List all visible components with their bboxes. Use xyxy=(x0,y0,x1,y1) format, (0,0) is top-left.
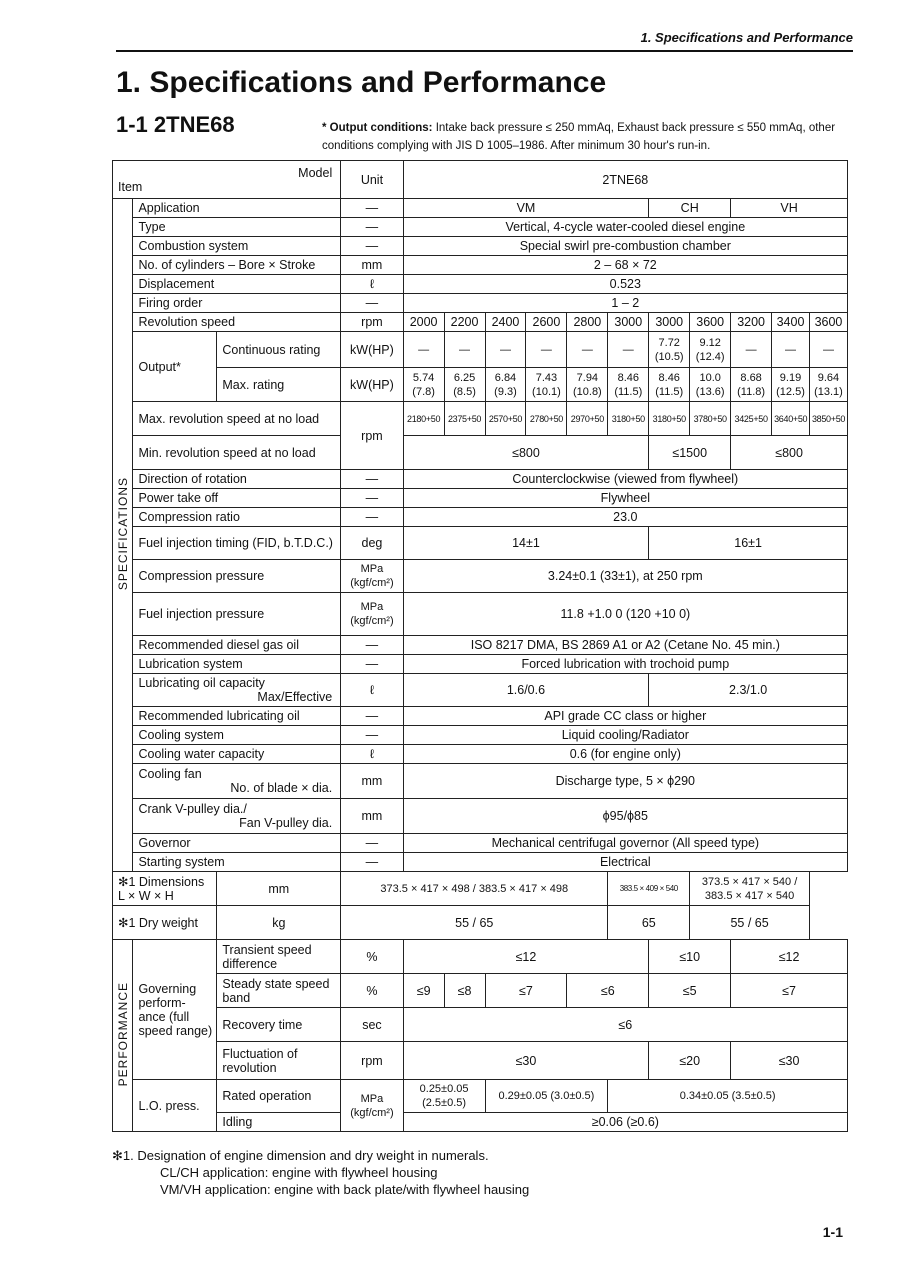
weight-vh: 55 / 65 xyxy=(690,906,810,940)
dimensions-ch: 383.5 × 409 × 540 xyxy=(608,872,690,906)
table-row xyxy=(113,332,848,368)
row-label: Combustion system xyxy=(133,237,341,256)
revolution-cell: 2400 xyxy=(485,313,526,332)
row-value: Special swirl pre-combustion chamber xyxy=(403,237,847,256)
lo-press-idling: ≥0.06 (≥0.6) xyxy=(403,1113,847,1132)
row-label: Transient speed difference xyxy=(217,940,341,974)
header-rule xyxy=(116,50,853,52)
row-label: Recovery time xyxy=(217,1008,341,1042)
row-label xyxy=(133,799,341,834)
row-unit: kW(HP) xyxy=(341,368,403,402)
min-rev-vm: ≤800 xyxy=(403,436,649,470)
max-rating-cell: 9.19 (12.5) xyxy=(772,368,810,402)
max-rating-cell: 9.64 (13.1) xyxy=(809,368,847,402)
table-row xyxy=(113,368,848,402)
max-rev-cell: 3180+50 xyxy=(649,402,690,436)
max-rating-cell: 8.46 (11.5) xyxy=(649,368,690,402)
row-label: Application xyxy=(133,199,341,218)
row-unit: — xyxy=(341,853,403,872)
row-value: 0.523 xyxy=(403,275,847,294)
table-row xyxy=(113,834,848,853)
max-rating-cell: 6.25 (8.5) xyxy=(444,368,485,402)
footnote: CL/CH application: engine with flywheel housing xyxy=(160,1165,438,1180)
revolution-cell: 2600 xyxy=(526,313,567,332)
table-row xyxy=(113,489,848,508)
row-label: Governor xyxy=(133,834,341,853)
lo-press-rated-3: 0.34±0.05 (3.5±0.5) xyxy=(608,1080,848,1113)
table-row xyxy=(113,1008,848,1042)
table-row xyxy=(113,674,848,707)
revolution-cell: 3600 xyxy=(809,313,847,332)
steady-cell: ≤7 xyxy=(485,974,567,1008)
table-row xyxy=(113,1042,848,1080)
row-unit: — xyxy=(341,489,403,508)
revolution-cell: 3600 xyxy=(690,313,731,332)
continuous-cell: — xyxy=(526,332,567,368)
output-label: Output* xyxy=(133,332,217,402)
continuous-cell: — xyxy=(444,332,485,368)
row-unit: deg xyxy=(341,527,403,560)
row-label: Lubrication system xyxy=(133,655,341,674)
table-row xyxy=(113,1113,848,1132)
table-row xyxy=(113,199,848,218)
row-label: Power take off xyxy=(133,489,341,508)
steady-cell: ≤6 xyxy=(567,974,649,1008)
lube-capacity-vm: 1.6/0.6 xyxy=(403,674,649,707)
table-row xyxy=(113,527,848,560)
max-rev-cell: 3425+50 xyxy=(731,402,772,436)
min-rev-vh: ≤800 xyxy=(731,436,848,470)
row-unit: rpm xyxy=(341,1042,403,1080)
engine-model-header: 2TNE68 xyxy=(403,161,847,199)
specifications-group-label: SPECIFICATIONS xyxy=(113,199,133,872)
max-rating-cell: 8.46 (11.5) xyxy=(608,368,649,402)
table-row xyxy=(113,853,848,872)
fluctuation-vm: ≤30 xyxy=(403,1042,649,1080)
footnotes xyxy=(112,1147,529,1198)
table-row xyxy=(113,470,848,489)
output-conditions xyxy=(322,119,852,155)
row-label: Compression pressure xyxy=(133,560,341,593)
fluctuation-vh: ≤30 xyxy=(731,1042,848,1080)
continuous-cell: — xyxy=(403,332,444,368)
row-label: Steady state speed band xyxy=(217,974,341,1008)
table-row xyxy=(113,940,848,974)
row-unit: kW(HP) xyxy=(341,332,403,368)
transient-ch: ≤10 xyxy=(649,940,731,974)
page-title: 1. Specifications and Performance xyxy=(116,66,607,99)
table-row xyxy=(113,726,848,745)
row-label: Type xyxy=(133,218,341,237)
row-label: Direction of rotation xyxy=(133,470,341,489)
row-unit: MPa (kgf/cm²) xyxy=(341,593,403,636)
row-value: Forced lubrication with trochoid pump xyxy=(403,655,847,674)
item-header xyxy=(113,161,341,199)
running-title: 1. Specifications and Performance xyxy=(640,30,853,45)
row-value: 3.24±0.1 (33±1), at 250 rpm xyxy=(403,560,847,593)
revolution-cell: 3000 xyxy=(608,313,649,332)
continuous-cell: — xyxy=(608,332,649,368)
application-ch: CH xyxy=(649,199,731,218)
max-rating-cell: 7.43 (10.1) xyxy=(526,368,567,402)
row-unit: ℓ xyxy=(341,674,403,707)
row-unit: MPa (kgf/cm²) xyxy=(341,1080,403,1132)
row-unit: mm xyxy=(217,872,341,906)
row-unit: mm xyxy=(341,256,403,275)
row-unit: ℓ xyxy=(341,745,403,764)
revolution-cell: 3400 xyxy=(772,313,810,332)
continuous-cell: 7.72 (10.5) xyxy=(649,332,690,368)
unit-header xyxy=(341,161,403,199)
conditions-label: * Output conditions: xyxy=(322,122,433,134)
row-value: Mechanical centrifugal governor (All speed type) xyxy=(403,834,847,853)
table-row xyxy=(113,655,848,674)
row-value: 2 – 68 × 72 xyxy=(403,256,847,275)
injection-timing-vm: 14±1 xyxy=(403,527,649,560)
row-label: Recommended diesel gas oil xyxy=(133,636,341,655)
table-row xyxy=(113,636,848,655)
unit-label: Unit xyxy=(360,172,384,187)
transient-vm: ≤12 xyxy=(403,940,649,974)
row-label: Cooling system xyxy=(133,726,341,745)
continuous-cell: — xyxy=(809,332,847,368)
transient-vh: ≤12 xyxy=(731,940,848,974)
max-rating-cell: 7.94 (10.8) xyxy=(567,368,608,402)
max-rating-label: Max. rating xyxy=(217,368,341,402)
row-label: Fuel injection pressure xyxy=(133,593,341,636)
row-unit: — xyxy=(341,707,403,726)
row-unit: — xyxy=(341,508,403,527)
row-value: Flywheel xyxy=(403,489,847,508)
lube-capacity-label: Lubricating oil capacity xyxy=(138,676,265,690)
steady-cell: ≤9 xyxy=(403,974,444,1008)
fluctuation-ch: ≤20 xyxy=(649,1042,731,1080)
row-label: Recommended lubricating oil xyxy=(133,707,341,726)
steady-cell: ≤8 xyxy=(444,974,485,1008)
injection-timing-ch-vh: 16±1 xyxy=(649,527,848,560)
revolution-cell: 3200 xyxy=(731,313,772,332)
max-rev-cell: 3640+50 xyxy=(772,402,810,436)
row-value: API grade CC class or higher xyxy=(403,707,847,726)
lo-press-label: L.O. press. xyxy=(133,1080,217,1132)
row-unit: kg xyxy=(217,906,341,940)
row-label: No. of cylinders – Bore × Stroke xyxy=(133,256,341,275)
lo-press-rated-2: 0.29±0.05 (3.0±0.5) xyxy=(485,1080,608,1113)
footnote: VM/VH application: engine with back plate/with flywheel hausing xyxy=(160,1182,530,1197)
dimensions-vh: 373.5 × 417 × 540 / 383.5 × 417 × 540 xyxy=(690,872,810,906)
table-row xyxy=(113,872,848,906)
table-row xyxy=(113,294,848,313)
pulley-sublabel: Fan V-pulley dia. xyxy=(239,816,333,830)
lube-capacity-sublabel: Max/Effective xyxy=(257,690,333,704)
row-label: Fuel injection timing (FID, b.T.D.C.) xyxy=(133,527,341,560)
revolution-cell: 2800 xyxy=(567,313,608,332)
row-value: Discharge type, 5 × ϕ290 xyxy=(403,764,847,799)
row-value: 11.8 +1.0 0 (120 +10 0) xyxy=(403,593,847,636)
cooling-fan-sublabel: No. of blade × dia. xyxy=(230,781,333,795)
row-label: ✻1 Dry weight xyxy=(113,906,217,940)
lube-capacity-ch-vh: 2.3/1.0 xyxy=(649,674,848,707)
row-label: Compression ratio xyxy=(133,508,341,527)
table-row xyxy=(113,745,848,764)
steady-cell: ≤5 xyxy=(649,974,731,1008)
continuous-cell: 9.12 (12.4) xyxy=(690,332,731,368)
row-label: Cooling water capacity xyxy=(133,745,341,764)
row-unit: — xyxy=(341,294,403,313)
max-rev-cell: 2375+50 xyxy=(444,402,485,436)
row-label: Idling xyxy=(217,1113,341,1132)
row-label: Rated operation xyxy=(217,1080,341,1113)
row-value: ISO 8217 DMA, BS 2869 A1 or A2 (Cetane No. 45 min.) xyxy=(403,636,847,655)
max-rev-cell: 3850+50 xyxy=(809,402,847,436)
max-rev-cell: 3180+50 xyxy=(608,402,649,436)
steady-cell: ≤7 xyxy=(731,974,848,1008)
row-label: Fluctuation of revolution xyxy=(217,1042,341,1080)
table-row xyxy=(113,256,848,275)
spec-table xyxy=(112,160,848,1132)
row-label: Displacement xyxy=(133,275,341,294)
continuous-rating-label: Continuous rating xyxy=(217,332,341,368)
page-number: 1-1 xyxy=(822,1224,843,1240)
continuous-cell: — xyxy=(731,332,772,368)
row-unit: mm xyxy=(341,799,403,834)
table-row xyxy=(113,508,848,527)
weight-ch: 65 xyxy=(608,906,690,940)
row-value: 23.0 xyxy=(403,508,847,527)
table-row xyxy=(113,764,848,799)
table-header-row xyxy=(113,161,848,199)
max-rating-cell: 5.74 (7.8) xyxy=(403,368,444,402)
footnote: ✻1. Designation of engine dimension and dry weight in numerals. xyxy=(112,1148,489,1163)
row-unit: — xyxy=(341,834,403,853)
governing-label: Governing perform- ance (full speed range) xyxy=(133,940,217,1080)
max-rev-cell: 2180+50 xyxy=(403,402,444,436)
pulley-label: Crank V-pulley dia./ xyxy=(138,802,247,816)
table-row xyxy=(113,237,848,256)
row-unit: — xyxy=(341,218,403,237)
row-label: Firing order xyxy=(133,294,341,313)
row-unit: rpm xyxy=(341,402,403,470)
row-label: Min. revolution speed at no load xyxy=(133,436,341,470)
row-value: ≤6 xyxy=(403,1008,847,1042)
item-label: Item xyxy=(118,179,143,194)
table-row xyxy=(113,593,848,636)
table-row xyxy=(113,707,848,726)
revolution-cell: 3000 xyxy=(649,313,690,332)
row-unit: — xyxy=(341,199,403,218)
row-unit: rpm xyxy=(341,313,403,332)
continuous-cell: — xyxy=(485,332,526,368)
model-heading: 1-1 2TNE68 xyxy=(116,112,235,137)
row-label: Revolution speed xyxy=(133,313,341,332)
max-rating-cell: 8.68 (11.8) xyxy=(731,368,772,402)
table-row xyxy=(113,906,848,940)
revolution-cell: 2000 xyxy=(403,313,444,332)
table-row xyxy=(113,1080,848,1113)
row-unit: ℓ xyxy=(341,275,403,294)
row-value: 1 – 2 xyxy=(403,294,847,313)
row-unit: % xyxy=(341,940,403,974)
application-vh: VH xyxy=(731,199,848,218)
row-unit: % xyxy=(341,974,403,1008)
row-value: 0.6 (for engine only) xyxy=(403,745,847,764)
max-rev-cell: 2780+50 xyxy=(526,402,567,436)
table-row xyxy=(113,313,848,332)
max-rev-cell: 3780+50 xyxy=(690,402,731,436)
row-label: Max. revolution speed at no load xyxy=(133,402,341,436)
row-unit: — xyxy=(341,470,403,489)
row-unit: MPa (kgf/cm²) xyxy=(341,560,403,593)
table-row xyxy=(113,218,848,237)
row-label: Starting system xyxy=(133,853,341,872)
row-label xyxy=(133,674,341,707)
row-unit: sec xyxy=(341,1008,403,1042)
lo-press-rated-1: 0.25±0.05 (2.5±0.5) xyxy=(403,1080,485,1113)
continuous-cell: — xyxy=(567,332,608,368)
table-row xyxy=(113,275,848,294)
row-unit: — xyxy=(341,726,403,745)
max-rev-cell: 2570+50 xyxy=(485,402,526,436)
row-unit: — xyxy=(341,655,403,674)
row-value: Electrical xyxy=(403,853,847,872)
table-row xyxy=(113,402,848,436)
row-value: ϕ95/ϕ85 xyxy=(403,799,847,834)
row-label: ✻1 Dimensions L × W × H xyxy=(113,872,217,906)
row-unit: — xyxy=(341,237,403,256)
max-rev-cell: 2970+50 xyxy=(567,402,608,436)
application-vm: VM xyxy=(403,199,649,218)
min-rev-ch: ≤1500 xyxy=(649,436,731,470)
table-row xyxy=(113,974,848,1008)
cooling-fan-label: Cooling fan xyxy=(138,767,202,781)
table-row xyxy=(113,436,848,470)
row-unit: mm xyxy=(341,764,403,799)
continuous-cell: — xyxy=(772,332,810,368)
max-rating-cell: 10.0 (13.6) xyxy=(690,368,731,402)
table-row xyxy=(113,799,848,834)
row-value: Liquid cooling/Radiator xyxy=(403,726,847,745)
dimensions-vm: 373.5 × 417 × 498 / 383.5 × 417 × 498 xyxy=(341,872,608,906)
row-unit: — xyxy=(341,636,403,655)
row-label xyxy=(133,764,341,799)
table-row xyxy=(113,560,848,593)
weight-vm: 55 / 65 xyxy=(341,906,608,940)
revolution-cell: 2200 xyxy=(444,313,485,332)
model-label: Model xyxy=(298,165,333,180)
max-rating-cell: 6.84 (9.3) xyxy=(485,368,526,402)
row-value: Vertical, 4-cycle water-cooled diesel engine xyxy=(403,218,847,237)
row-value: Counterclockwise (viewed from flywheel) xyxy=(403,470,847,489)
performance-group-label: PERFORMANCE xyxy=(113,940,133,1132)
conditions-text: Intake back pressure ≤ 250 mmAq, Exhaust back pressure ≤ 550 mmAq, other conditions complying with JIS D 1005–1986. After minimum 30 hour's run-in. xyxy=(322,122,836,152)
